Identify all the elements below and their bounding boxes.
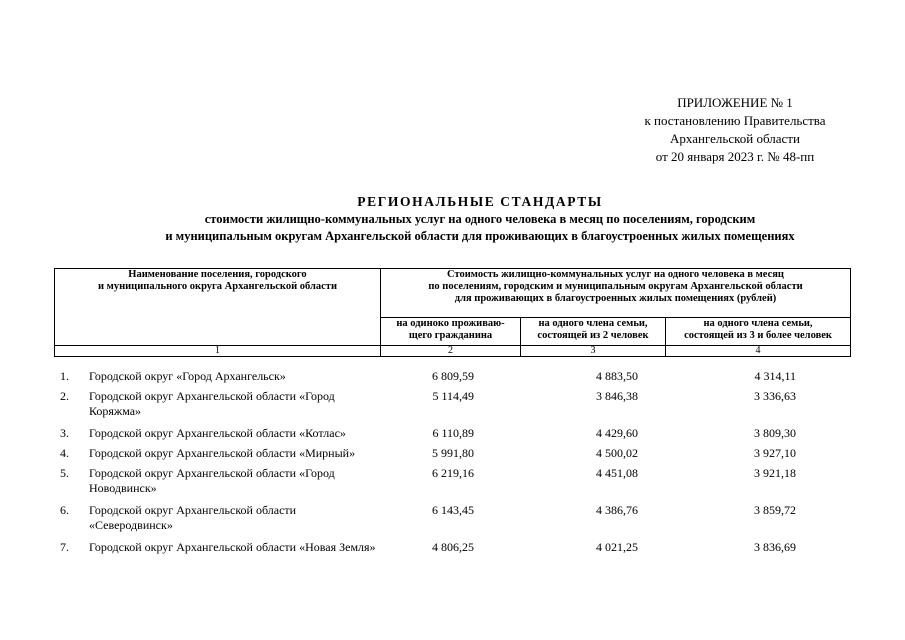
settlement-name: Городской округ Архангельской области «Мирный» bbox=[89, 446, 356, 460]
appendix-date: от 20 января 2023 г. № 48-пп bbox=[655, 149, 815, 164]
table-header bbox=[54, 268, 851, 357]
document-title bbox=[40, 193, 905, 245]
cost-single: 5 991,80 bbox=[432, 446, 474, 460]
header-family-of-two bbox=[521, 318, 666, 346]
row-number: 3. bbox=[60, 426, 69, 440]
row-number: 1. bbox=[60, 369, 69, 383]
cost-three-plus: 3 859,72 bbox=[754, 503, 796, 517]
appendix-line: Архангельской области bbox=[670, 131, 800, 146]
cost-two: 4 021,25 bbox=[596, 540, 638, 554]
header-single-citizen bbox=[381, 318, 521, 346]
header-text: щего гражданина bbox=[408, 330, 493, 341]
settlement-name: Городской округ «Город Архангельск» bbox=[89, 369, 286, 383]
header-text: состоящей из 2 человек bbox=[537, 330, 649, 341]
cost-two: 4 386,76 bbox=[596, 503, 638, 517]
header-text: Наименование поселения, городского bbox=[128, 269, 307, 280]
cost-three-plus: 4 314,11 bbox=[754, 369, 796, 383]
column-number: 4 bbox=[666, 346, 851, 357]
row-number: 5. bbox=[60, 466, 69, 480]
row-number: 7. bbox=[60, 540, 69, 554]
header-text: состоящей из 3 и более человек bbox=[684, 330, 832, 341]
title-subtitle-line: стоимости жилищно-коммунальных услуг на одного человека в месяц по поселениям, городским bbox=[204, 212, 756, 226]
header-text: Стоимость жилищно-коммунальных услуг на одного человека в месяц bbox=[447, 269, 784, 280]
header-text: на одного члена семьи, bbox=[703, 318, 813, 329]
header-text: и муниципального округа Архангельской области bbox=[98, 281, 337, 292]
header-text: по поселениям, городским и муниципальным округам Архангельской области bbox=[428, 281, 803, 292]
cost-two: 3 846,38 bbox=[596, 389, 638, 403]
cost-two: 4 500,02 bbox=[596, 446, 638, 460]
appendix-line: к постановлению Правительства bbox=[644, 113, 826, 128]
row-number: 6. bbox=[60, 503, 69, 517]
cost-single: 5 114,49 bbox=[432, 389, 474, 403]
header-cost-group bbox=[381, 269, 851, 318]
cost-three-plus: 3 336,63 bbox=[754, 389, 796, 403]
title-subtitle-line: и муниципальным округам Архангельской области для проживающих в благоустроенных жилых помещениях bbox=[165, 229, 795, 243]
header-text: для проживающих в благоустроенных жилых помещениях (рублей) bbox=[454, 293, 777, 304]
header-settlement-name bbox=[55, 269, 381, 346]
settlement-name: Городской округ Архангельской области «Новая Земля» bbox=[89, 540, 376, 554]
header-family-three-plus bbox=[666, 318, 851, 346]
title-main: РЕГИОНАЛЬНЫЕ СТАНДАРТЫ bbox=[357, 194, 603, 209]
cost-two: 4 451,08 bbox=[596, 466, 638, 480]
header-text: на одиноко проживаю- bbox=[396, 318, 505, 329]
cost-three-plus: 3 921,18 bbox=[754, 466, 796, 480]
cost-single: 6 219,16 bbox=[432, 466, 474, 480]
appendix-header bbox=[600, 94, 870, 166]
column-number: 1 bbox=[55, 346, 381, 357]
settlement-name: Городской округ Архангельской области «Город Коряжма» bbox=[89, 389, 335, 418]
settlement-name: Городской округ Архангельской области «Город Новодвинск» bbox=[89, 466, 335, 495]
cost-single: 6 110,89 bbox=[432, 426, 474, 440]
cost-single: 6 809,59 bbox=[432, 369, 474, 383]
cost-two: 4 429,60 bbox=[596, 426, 638, 440]
appendix-title: ПРИЛОЖЕНИЕ № 1 bbox=[677, 95, 793, 110]
column-number: 2 bbox=[381, 346, 521, 357]
column-number: 3 bbox=[521, 346, 666, 357]
cost-three-plus: 3 836,69 bbox=[754, 540, 796, 554]
cost-single: 4 806,25 bbox=[432, 540, 474, 554]
cost-single: 6 143,45 bbox=[432, 503, 474, 517]
settlement-name: Городской округ Архангельской области «Северодвинск» bbox=[89, 503, 297, 532]
row-number: 2. bbox=[60, 389, 69, 403]
settlement-name: Городской округ Архангельской области «Котлас» bbox=[89, 426, 346, 440]
cost-three-plus: 3 927,10 bbox=[754, 446, 796, 460]
header-text: на одного члена семьи, bbox=[538, 318, 648, 329]
cost-two: 4 883,50 bbox=[596, 369, 638, 383]
row-number: 4. bbox=[60, 446, 69, 460]
cost-three-plus: 3 809,30 bbox=[754, 426, 796, 440]
